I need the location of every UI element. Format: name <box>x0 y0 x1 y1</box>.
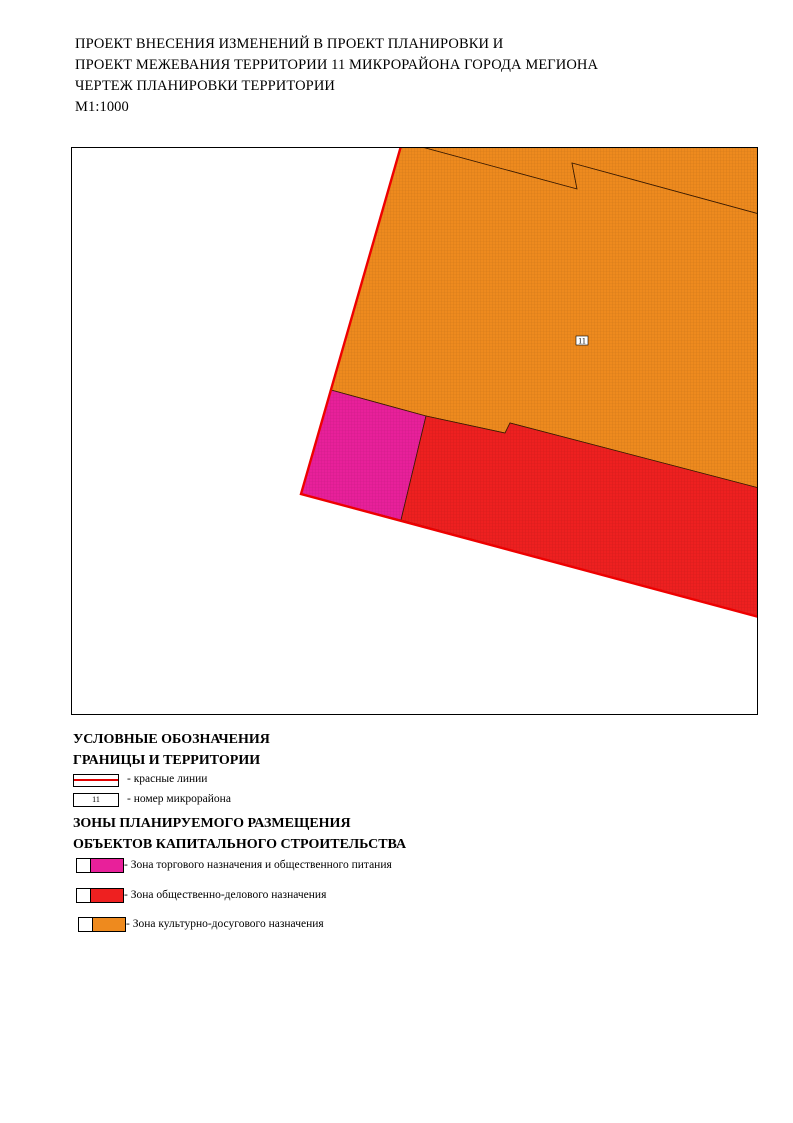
map-scale: М1:1000 <box>75 99 129 115</box>
red-line-swatch <box>73 774 119 787</box>
zones-title-1: ЗОНЫ ПЛАНИРУЕМОГО РАЗМЕЩЕНИЯ <box>73 816 351 831</box>
legend-row-trade <box>73 857 406 887</box>
header-line-1: ПРОЕКТ ВНЕСЕНИЯ ИЗМЕНЕНИЙ В ПРОЕКТ ПЛАНИРОВКИ И <box>75 36 504 52</box>
legend-row-red-lines <box>73 771 406 791</box>
legend-title: УСЛОВНЫЕ ОБОЗНАЧЕНИЯ <box>73 732 270 747</box>
header-line-2: ПРОЕКТ МЕЖЕВАНИЯ ТЕРРИТОРИИ 11 МИКРОРАЙОНА ГОРОДА МЕГИОНА <box>75 57 599 73</box>
legend <box>73 729 406 945</box>
document-header <box>75 34 598 118</box>
business-zone-label: - Зона общественно-делового назначения <box>124 889 327 901</box>
culture-zone-label: - Зона культурно-досугового назначения <box>126 918 324 930</box>
trade-zone-swatch <box>76 858 124 873</box>
zones-title-2: ОБЪЕКТОВ КАПИТАЛЬНОГО СТРОИТЕЛЬСТВА <box>73 837 407 852</box>
legend-row-micro-number <box>73 791 406 811</box>
planning-map[interactable] <box>71 147 758 715</box>
legend-boundaries-title: ГРАНИЦЫ И ТЕРРИТОРИИ <box>73 753 261 768</box>
header-line-3: ЧЕРТЕЖ ПЛАНИРОВКИ ТЕРРИТОРИИ <box>75 78 335 94</box>
trade-zone-label: - Зона торгового назначения и общественного питания <box>124 859 392 871</box>
culture-zone-swatch <box>78 917 126 932</box>
legend-row-culture <box>73 916 406 945</box>
micro-number-swatch: 11 <box>73 793 119 807</box>
legend-row-business <box>73 887 406 916</box>
business-zone-swatch <box>76 888 124 903</box>
micro-number-label: - номер микрорайона <box>127 793 231 805</box>
red-lines-label: - красные линии <box>127 773 208 785</box>
microdistrict-number-label: 11 <box>578 336 586 346</box>
